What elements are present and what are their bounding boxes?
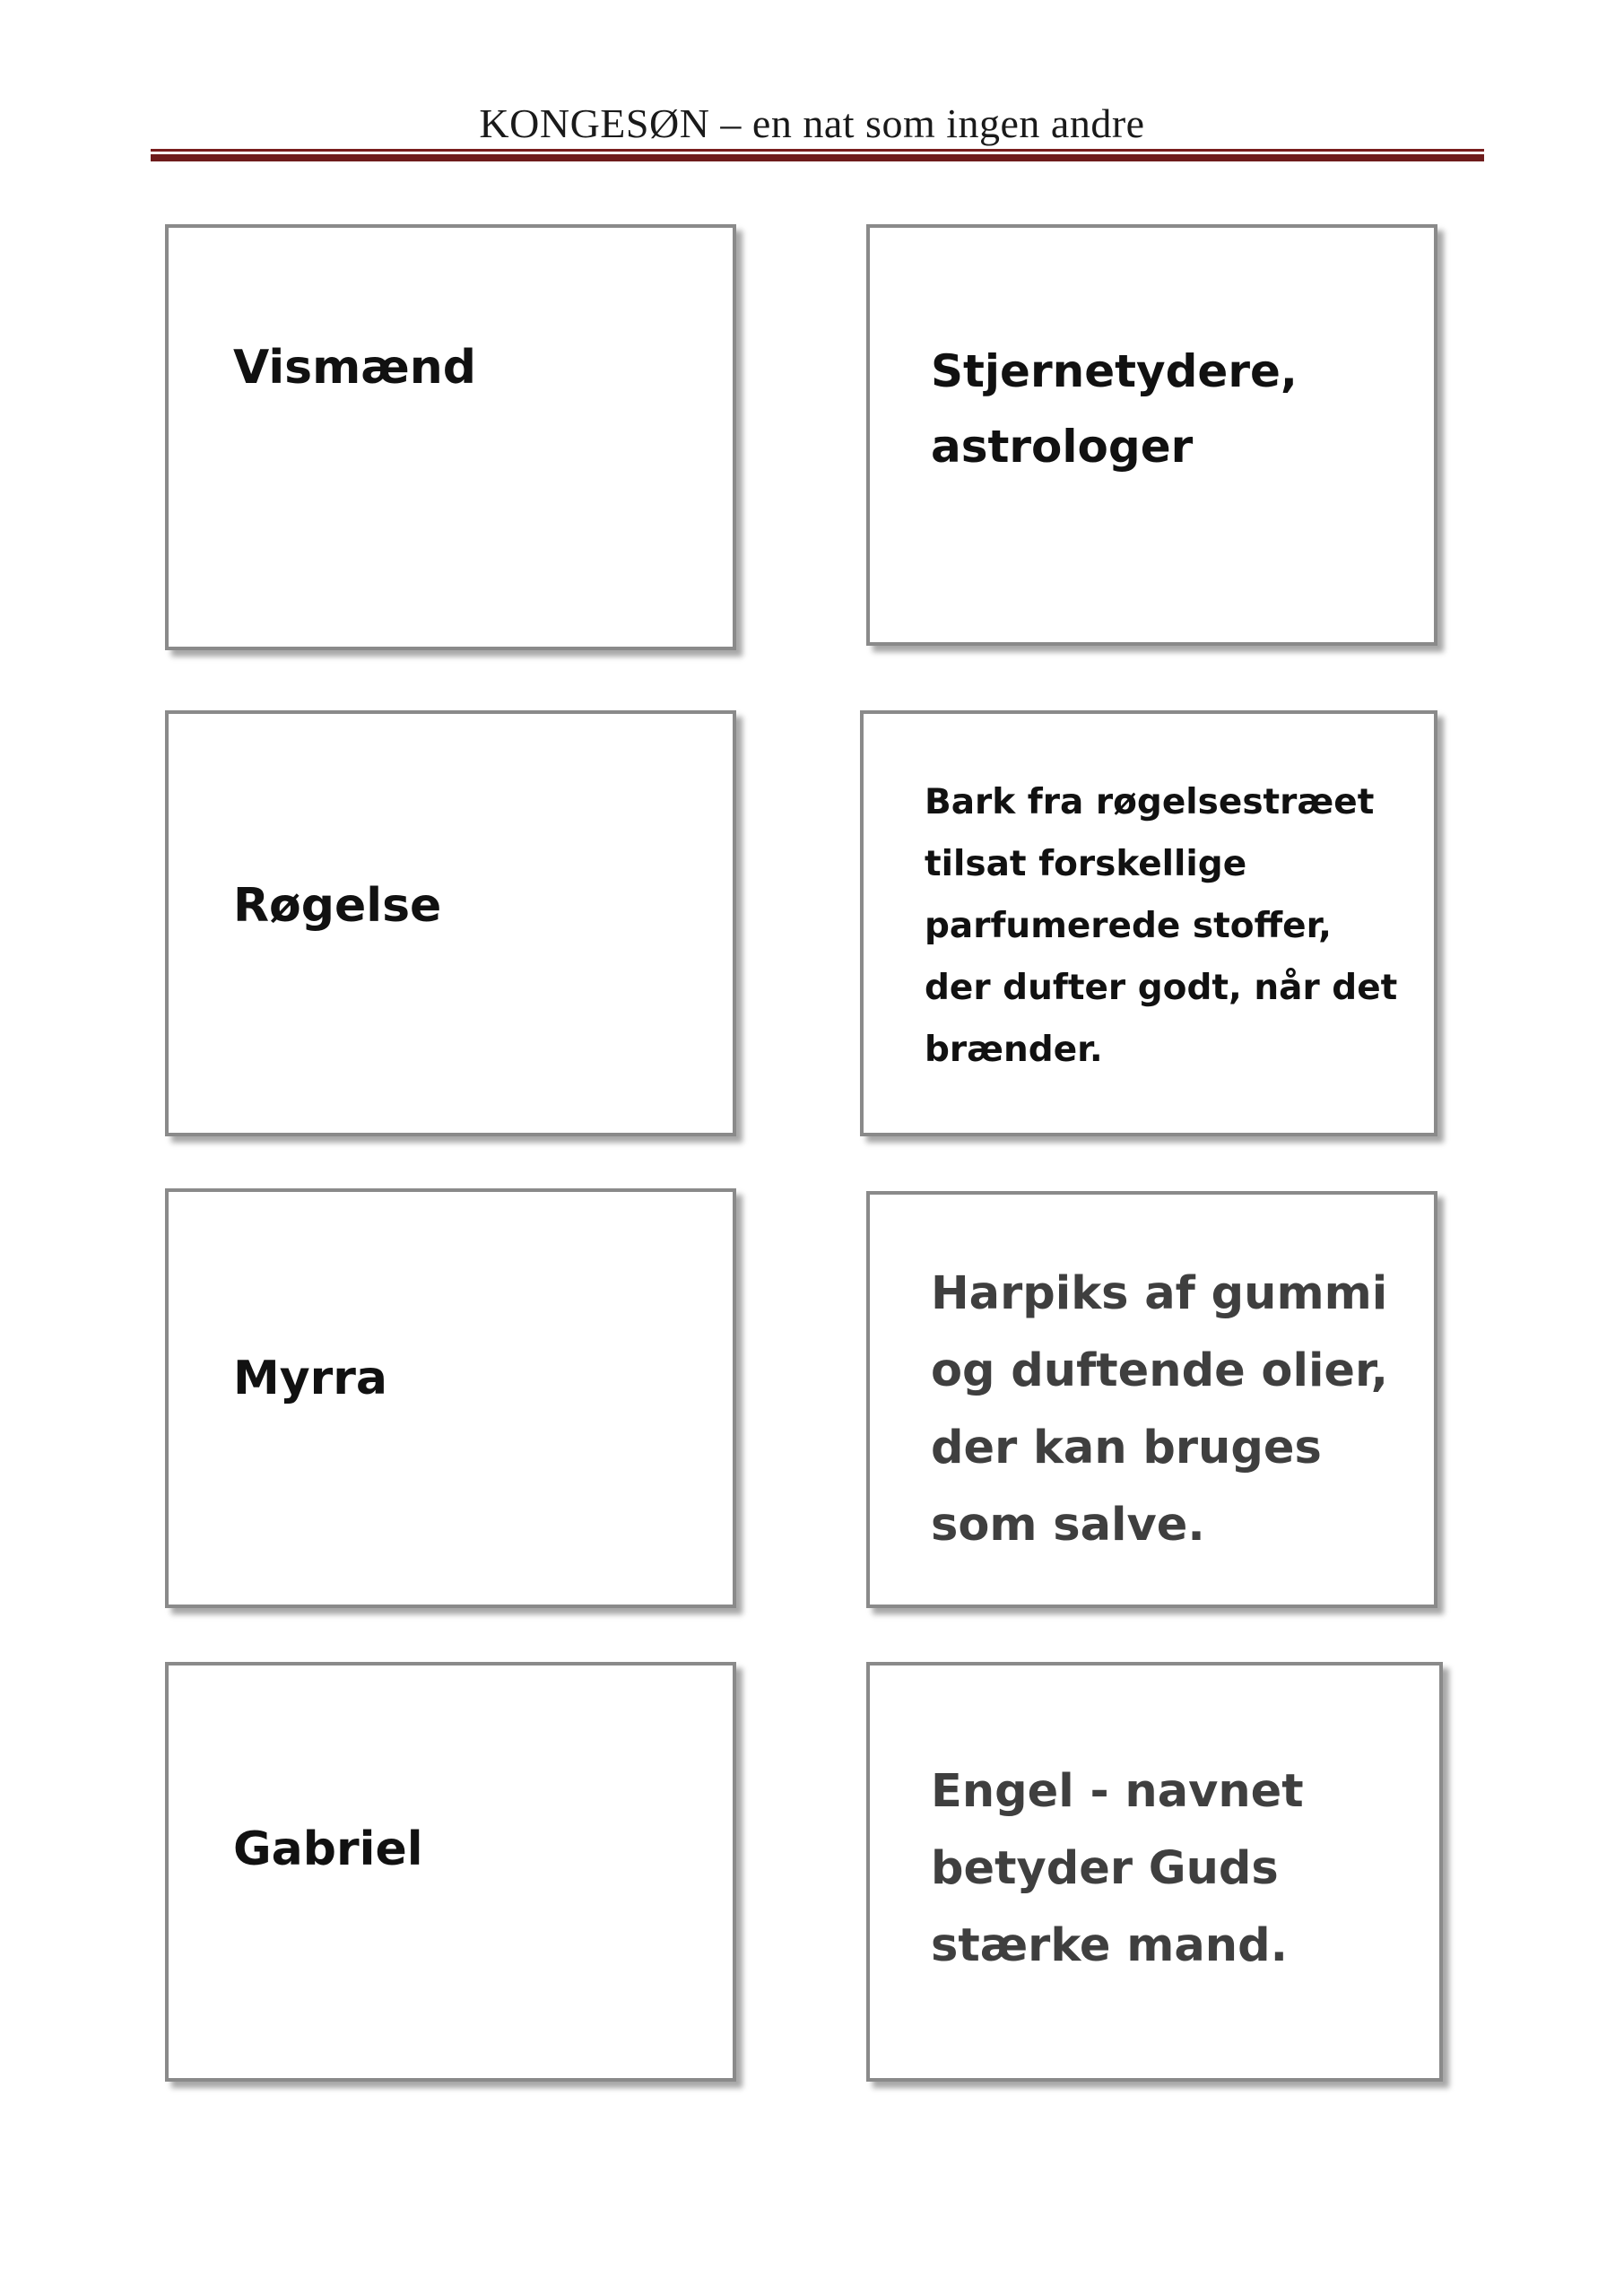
term-card-vismaend <box>165 224 736 650</box>
term-card-myrra <box>165 1188 736 1608</box>
term-label: Myrra <box>233 1352 388 1405</box>
term-label: Gabriel <box>233 1822 423 1876</box>
header-divider-thin <box>151 149 1484 152</box>
definition-card-myrra <box>866 1191 1437 1608</box>
term-label: Vismænd <box>233 341 477 395</box>
term-card-rogelse <box>165 710 736 1136</box>
header-divider-thick <box>151 154 1484 161</box>
definition-card-rogelse <box>860 710 1437 1136</box>
definition-text: Engel - navnet betyder Guds stærke mand. <box>931 1765 1304 1972</box>
definition-card-vismaend <box>866 224 1437 646</box>
term-label: Røgelse <box>233 879 442 933</box>
definition-text: Stjernetydere, astrologer <box>931 345 1298 473</box>
definition-card-gabriel <box>866 1662 1443 2082</box>
definition-text: Harpiks af gummi og duftende olier, der kan bruges som salve. <box>931 1267 1389 1552</box>
term-card-gabriel <box>165 1662 736 2082</box>
definition-text: Bark fra røgelsestræet tilsat forskellige parfumerede stoffer, der dufter godt, når det brænder. <box>925 782 1398 1070</box>
page-header-title: KONGESØN – en nat som ingen andre <box>479 100 1145 146</box>
